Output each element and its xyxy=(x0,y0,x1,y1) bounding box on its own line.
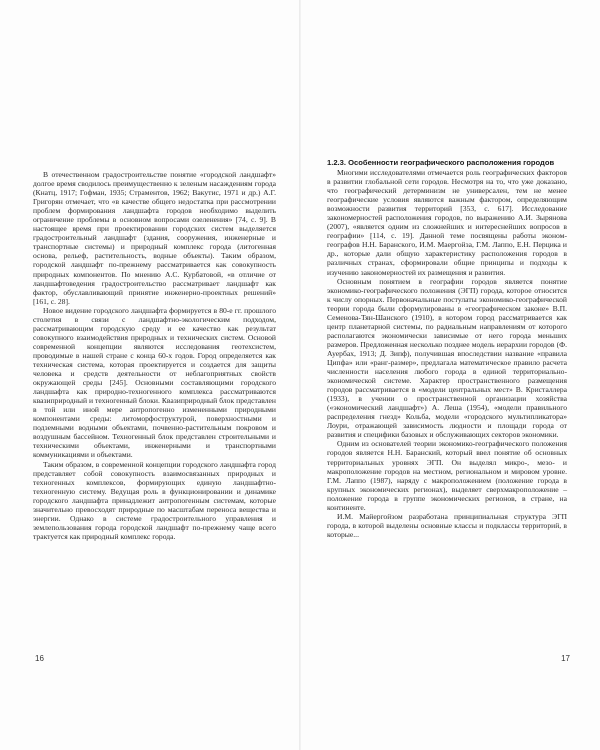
paragraph: Основным понятием в географии городов является понятие экономико-географического положения (ЭГП) города, которое относится к числу опорных. Первоначальные постулаты экономико-географической теории города были сформулированы в «географическом законе» В.П. Семенова-Тян-Шанского (1910), в котором город рассматривается как центр планетарной системы, по радиальным направлениям от которого располагаются экономически зависимые от него города меньших размеров. Предложенная несколько позднее модель иерархии городов (Ф. Ауербах, 1913; Д. Зипф), получившая впоследствии название «правила Ципфа» или «ранг-размер», предлагала математическое правило расчета численности населения любого города в единой территориально-экономической системе. Характер пространственного размещения городов рассматривается в «модели центральных мест» В. Кристаллера (1933), в учении о пространственной организации хозяйства («экономический ландшафт») А. Леша (1954), «модели правильного распределения гнезд» Кольба, модели «городского мультипликатора» Лоури, отражающей зависимость людности и площади города от развития и специфики базовых и обслуживающих секторов экономики. xyxy=(327,276,567,440)
paragraph: Новое видение городского ландшафта формируется в 80-е гг. прошлого столетия в связи с ландшафтно-экологическим подходом, рассматривающим городскую среду и ее качество как результат совокупного взаимодействия природных и технических систем. Основой современной концепции являются исследования геотехсистем, проводимые в нашей стране с конца 60-х годов. Город определяется как техническая система, которая проектируется и создается для защиты человека и средств деятельности от неблагоприятных свойств окружающей среды [245]. Основными составляющими городского ландшафта как природно-техногенного комплекса рассматриваются квазиприродный и техногенный блоки. Квазиприродный блок представлен в той или иной мере антропогенно измененными природными компонентами среды: литоморфоструктурой, поверхностными и подземными водными объектами, почвенно-растительным покровом и воздушным бассейном. Техногенный блок представлен строительными и техническими объектами, инженерными и транспортными коммуникациями и объектами. xyxy=(33,305,276,460)
section-heading: 1.2.3. Особенности географического расположения городов xyxy=(327,158,555,167)
paragraph: Таким образом, в современной концепции городского ландшафта город представляет собой совокупность взаимосвязанных природных и техногенных комплексов, формирующих единую ландшафтно-техногенную систему. Ведущая роль в функционировании и динамике городского ландшафта принадлежит антропогенным системам, которые значительно превосходят природные по масштабам переноса вещества и энергии. Однако в системе градостроительного управления и землепользования города городской ландшафт по-прежнему чаще всего трактуется как природный комплекс города. xyxy=(33,459,276,541)
paragraph: Одним из основателей теории экономико-географического положения городов является Н.Н. Баранский, который ввел понятие об основных территориальных уровнях ЭГП. Он выделял микро-, мезо- и макроположение городов на местном, региональном и мировом уровне. Г.М. Лаппо (1987), наряду с макроположением (положение города в крупных экономических регионах), выделяет сверхмакроположение – положение города в группе экономических регионов, в стране, на континенте. xyxy=(327,439,567,512)
page-number: 16 xyxy=(35,654,44,663)
right-page-body xyxy=(327,168,567,539)
paragraph: В отечественном градостроительстве понятие «городской ландшафт» долгое время сводилось преимущественно к зеленым насаждениям города (Кнатц, 1917; Гофман, 1935; Страментов, 1962; Вакутис, 1971 и др.) А.Г. Григорян отмечает, что «в качестве общего недостатка при рассмотрении проблем формирования ландшафта городов необходимо выделить ограничение проблемы в основном вопросами озеленения» [74, с. 9]. В настоящее время при проектировании городских систем выделяется градостроительный ландшафт (здания, сооружения, инженерные и транспортные системы) и природный комплекс города (литогенная основа, рельеф, растительность, водные объекты). Таким образом, городской ландшафт по-прежнему рассматривается как совокупность природных компонентов. По мнению А.С. Курбатовой, «в отличие от ландшафтоведения градостроительство рассматривает ландшафт как фактор, обуславливающий принятие инженерно-проектных решений» [161, с. 28]. xyxy=(33,170,276,306)
paragraph: И.М. Майергойзом разработана принципиальная структура ЭГП города, в которой выделены основные классы и подклассы территорий, в которые... xyxy=(327,511,567,539)
paragraph: Многими исследователями отмечается роль географических факторов в развитии глобальной сети городов. Несмотря на то, что уже доказано, что географический детерминизм не универсален, тем не менее географические условия являются важным фактором, определяющим возможности развития территорий [353, с. 617]. Исследование закономерностей расположения городов, по выражению А.И. Зырянова (2007), «является одним из сложнейших и интереснейших вопросов в географии» [114, с. 19]. Данной теме посвящены работы эконом-географов Н.Н. Баранского, И.М. Маергойза, Г.М. Лаппо, Е.Н. Перцика и др., которые дали общую характеристику расположения городов в различных странах, сформировали общие принципы и подходы к изучению закономерностей их размещения и развития. xyxy=(327,168,567,277)
right-page xyxy=(301,0,600,750)
page-number: 17 xyxy=(561,654,570,663)
left-page-body xyxy=(33,170,276,541)
left-page xyxy=(0,0,299,750)
